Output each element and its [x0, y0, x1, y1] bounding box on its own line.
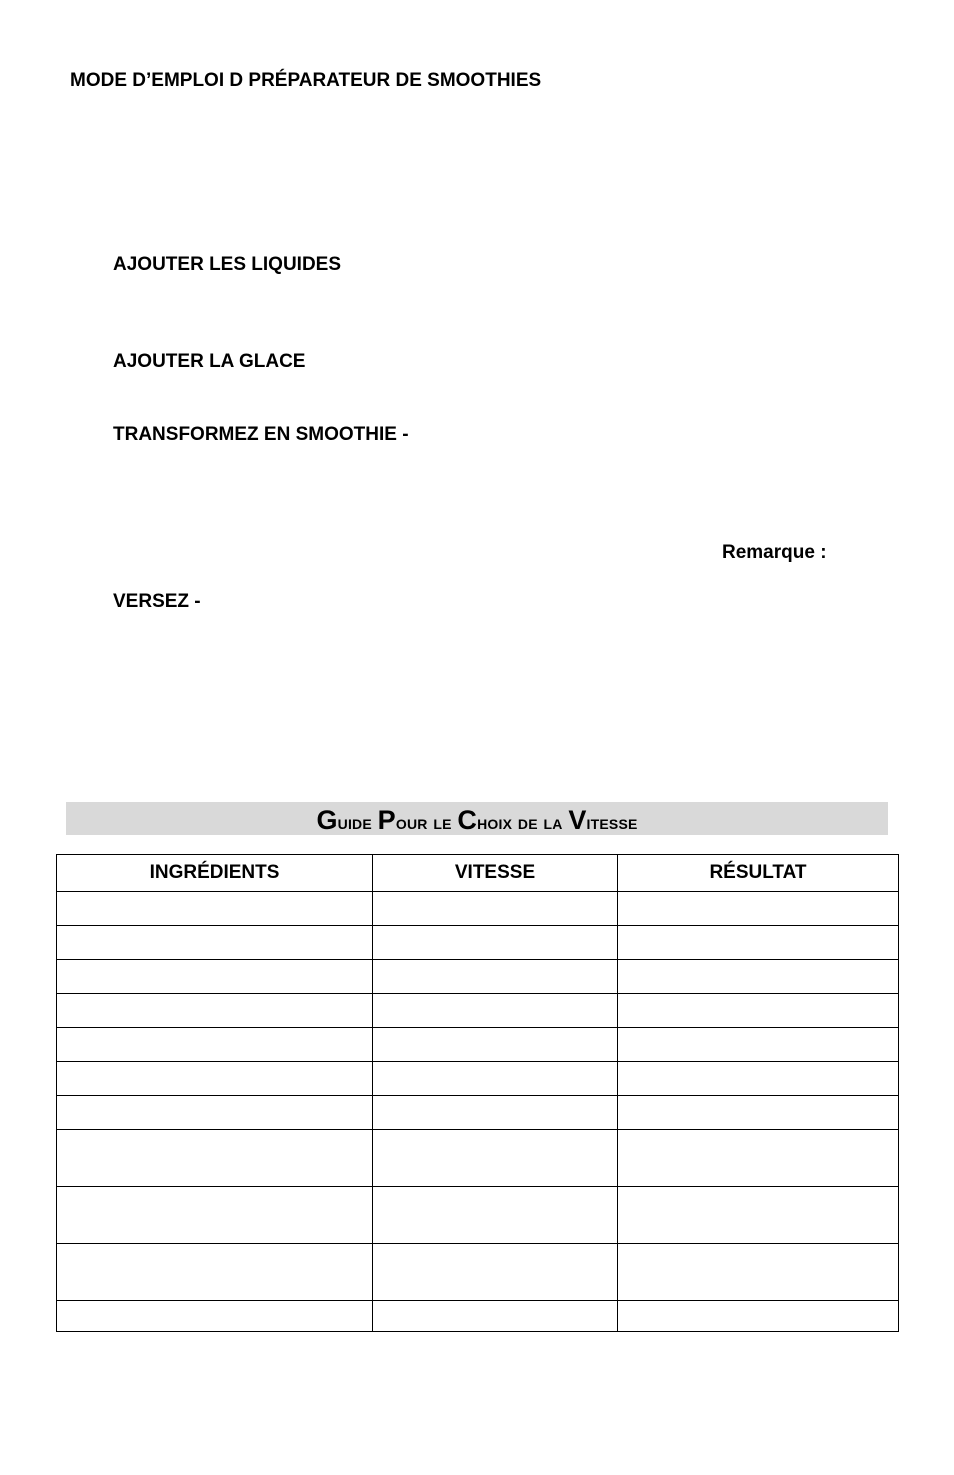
speed-guide-title-part: P — [377, 805, 396, 835]
speed-guide-title-part: V — [568, 805, 587, 835]
table-cell — [373, 892, 618, 926]
table-cell — [373, 960, 618, 994]
table-row — [57, 994, 899, 1028]
table-row — [57, 960, 899, 994]
table-row — [57, 1130, 899, 1187]
speed-guide-title-part: G — [316, 805, 338, 835]
table-cell — [57, 1062, 373, 1096]
table-cell — [618, 1301, 899, 1332]
column-header-result: RÉSULTAT — [618, 855, 899, 892]
table-cell — [57, 1096, 373, 1130]
step-make-smoothie-heading: TRANSFORMEZ EN SMOOTHIE - — [113, 424, 409, 445]
step-add-liquids-heading: AJOUTER LES LIQUIDES — [113, 254, 342, 275]
column-header-speed: VITESSE — [373, 855, 618, 892]
table-row — [57, 1301, 899, 1332]
table-row — [57, 1244, 899, 1301]
table-cell — [57, 926, 373, 960]
table-cell — [373, 1301, 618, 1332]
table-row — [57, 1028, 899, 1062]
table-cell — [57, 1187, 373, 1244]
table-row — [57, 926, 899, 960]
table-cell — [618, 1244, 899, 1301]
step-pour-heading: VERSEZ - — [113, 591, 201, 612]
table-cell — [618, 1062, 899, 1096]
note-label: Remarque : — [722, 542, 827, 563]
document-title: MODE D’EMPLOI D PRÉPARATEUR DE SMOOTHIES — [70, 70, 542, 91]
table-cell — [618, 1187, 899, 1244]
table-row — [57, 1187, 899, 1244]
step-add-ice-heading: AJOUTER LA GLACE — [113, 351, 306, 372]
table-cell — [618, 1096, 899, 1130]
table-cell — [618, 960, 899, 994]
table-cell — [618, 926, 899, 960]
speed-guide-title-part: hoix de la — [477, 812, 569, 834]
table-header-row — [57, 855, 899, 892]
speed-guide-title-part: uide — [337, 812, 378, 834]
table-cell — [373, 1244, 618, 1301]
table-cell — [57, 1244, 373, 1301]
table-cell — [57, 994, 373, 1028]
table-cell — [373, 994, 618, 1028]
table-cell — [57, 1028, 373, 1062]
table-cell — [618, 1130, 899, 1187]
table-row — [57, 1062, 899, 1096]
table-cell — [618, 892, 899, 926]
table-cell — [373, 1062, 618, 1096]
table-cell — [373, 1130, 618, 1187]
table-row — [57, 1096, 899, 1130]
speed-guide-title-part: our le — [395, 812, 458, 834]
speed-guide-title — [66, 802, 888, 835]
table-cell — [373, 1187, 618, 1244]
table-cell — [57, 1301, 373, 1332]
table-cell — [618, 1028, 899, 1062]
table-cell — [373, 1096, 618, 1130]
table-cell — [373, 1028, 618, 1062]
speed-guide-title-part: C — [457, 805, 478, 835]
table-cell — [373, 926, 618, 960]
speed-guide-title-part: itesse — [586, 812, 638, 834]
table-row — [57, 892, 899, 926]
table-cell — [57, 960, 373, 994]
column-header-ingredients: INGRÉDIENTS — [57, 855, 373, 892]
table-cell — [618, 994, 899, 1028]
speed-guide-table — [56, 854, 899, 1332]
table-cell — [57, 892, 373, 926]
table-cell — [57, 1130, 373, 1187]
